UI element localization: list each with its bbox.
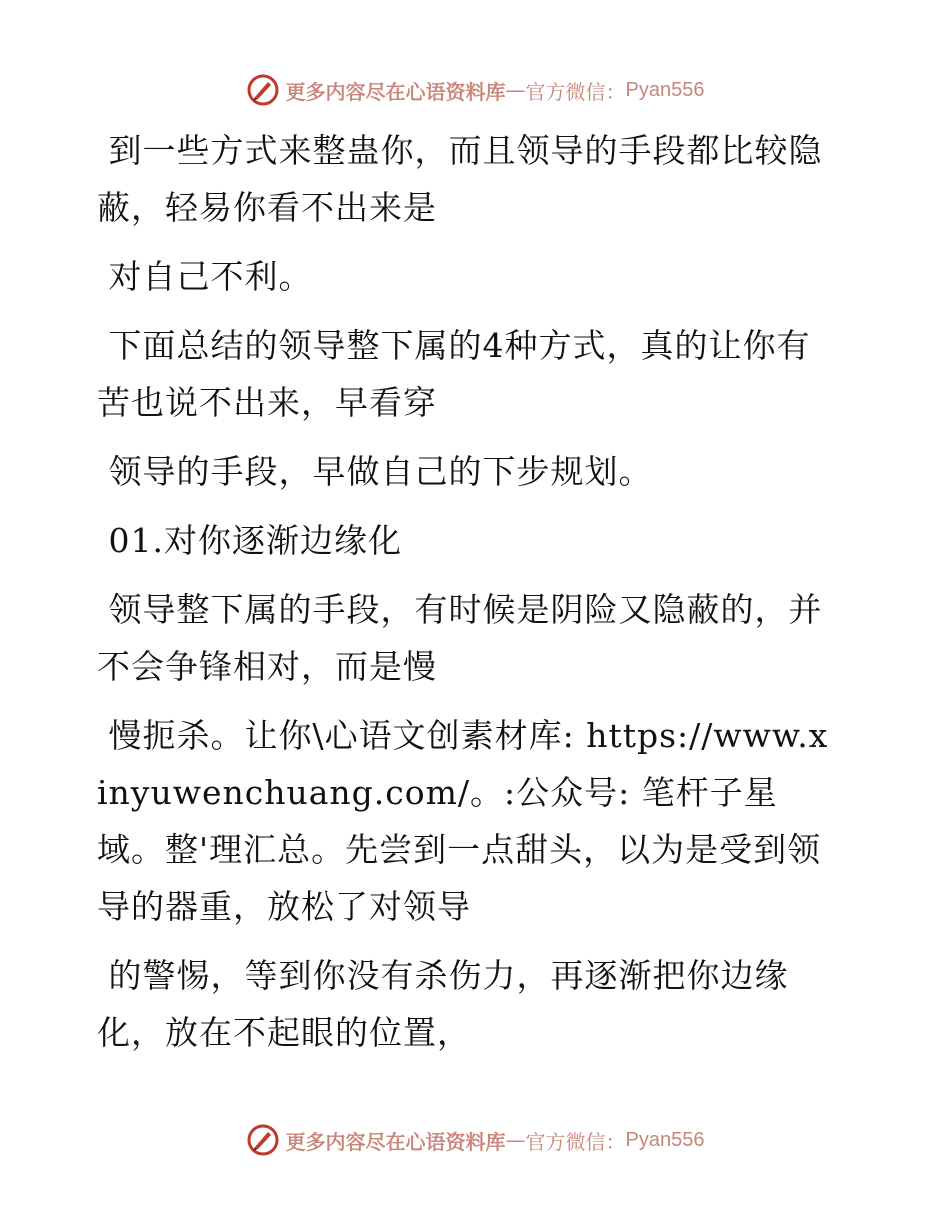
footer-dash: —: [505, 1128, 526, 1152]
footer-wechat-id: Pyan556: [625, 1128, 705, 1151]
header-wechat-id: Pyan556: [625, 78, 705, 101]
footer-banner: [0, 1120, 950, 1160]
paragraph-5: 领导整下属的手段，有时候是阴险又隐蔽的，并不会争锋相对，而是慢: [97, 590, 823, 686]
paragraph-2: 对自己不利。: [97, 257, 313, 296]
footer-wechat-label: 官方微信：: [525, 1129, 626, 1154]
footer-site-text: 更多内容尽在心语资料库: [285, 1129, 506, 1154]
paragraph-7: 的警惕，等到你没有杀伤力，再逐渐把你边缘化，放在不起眼的位置，: [97, 956, 789, 1052]
paragraph-3: 下面总结的领导整下属的4种方式，真的让你有苦也说不出来，早看穿: [97, 326, 811, 422]
header-dash: —: [505, 78, 526, 102]
quill-logo-icon: [246, 1123, 280, 1157]
header-banner: [0, 70, 950, 110]
paragraph-4: 领导的手段，早做自己的下步规划。: [97, 452, 653, 491]
quill-logo-icon: [246, 73, 280, 107]
paragraph-6: 慢扼杀。让你\心语文创素材库: https://www.xinyuwenchuang.com/。:公众号: 笔杆子星域。整'理汇总。先尝到一点甜头，以为是受到领导的器重，放松了对领导: [97, 716, 829, 926]
header-site-text: 更多内容尽在心语资料库: [285, 79, 506, 104]
paragraph-1: 到一些方式来整蛊你，而且领导的手段都比较隐蔽，轻易你看不出来是: [97, 131, 823, 227]
header-wechat-label: 官方微信：: [525, 79, 626, 104]
section-heading-01: 01.对你逐渐边缘化: [97, 521, 402, 560]
document-body: [97, 122, 837, 1073]
